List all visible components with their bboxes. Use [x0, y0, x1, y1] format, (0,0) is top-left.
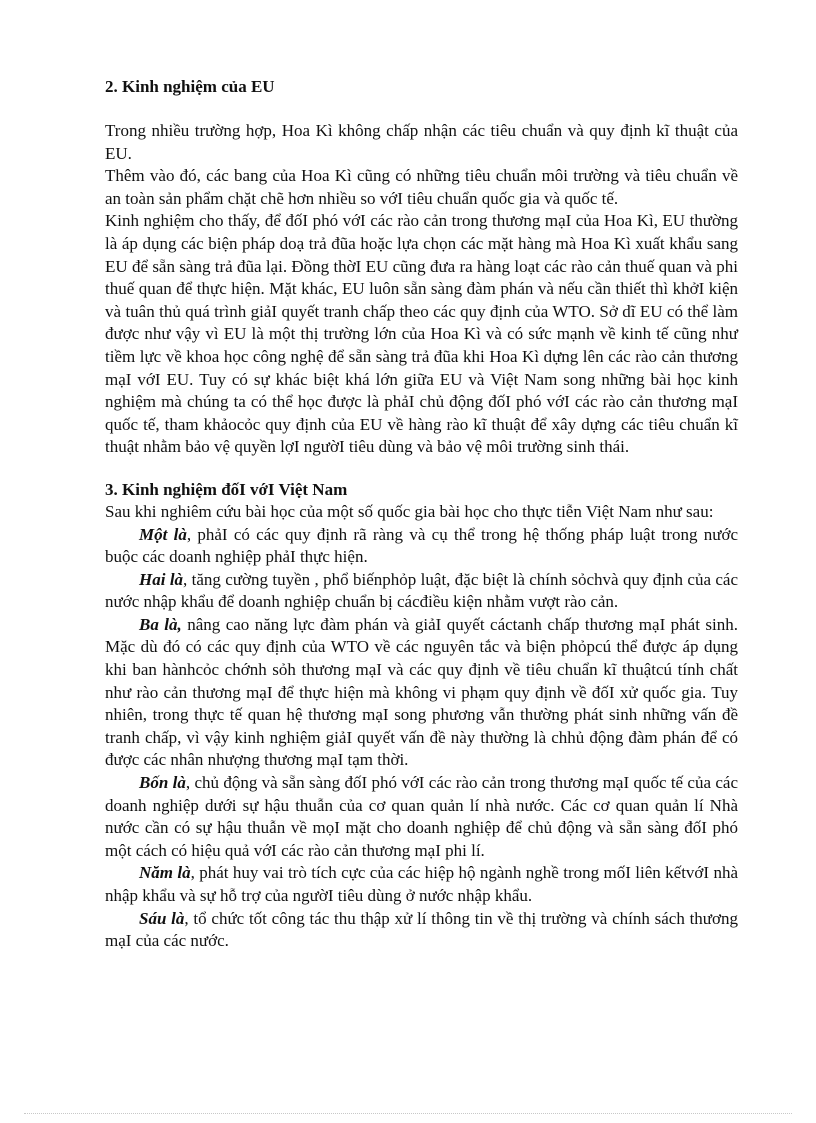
section-3-heading: 3. Kinh nghiệm đốI vớI Việt Nam: [105, 479, 348, 499]
list-item-1: [105, 524, 738, 569]
list-item-6-text: , tổ chức tốt công tác thu thập xử lí thông tin về thị trường và chính sách thương mạI của các nước.: [105, 908, 739, 951]
list-item-5-text: , phát huy vai trò tích cực của các hiệp hộ ngành nghề trong mốI liên kếtvớI nhà nhập khẩu và sự hỗ trợ của ngườI tiêu dùng ở nước nhập khẩu.: [105, 863, 739, 905]
section-2-paragraph-3: Kinh nghiệm cho thấy, để đốI phó vớI các rào cản trong thương mạI của Hoa Kì, EU thường là áp dụng các biện pháp doạ trả đũa hoặc lựa chọn các mặt hàng mà Hoa Kì xuất khẩu sang EU để sẵn sàng trả đũa lại. Đồng thờI EU cũng đưa ra hàng loạt các rào cản thuế quan và phi thuế quan để thực hiện. Mặt khác, EU luôn sẵn sàng đàm phán và nếu cần thiết thì khởI kiện và tuân thủ quá trình giảI quyết tranh chấp theo các quy định của WTO. Sở dĩ EU có thể làm được như vậy vì EU là một thị trường lớn của Hoa Kì và có sức mạnh về kinh tế cũng như tiềm lực về khoa học công nghệ để sẵn sàng trả đũa khi Hoa Kì dựng lên các rào cản thương mạI vớI EU. Tuy có sự khác biệt khá lớn giữa EU và Việt Nam song những bài học kinh nghiệm mà chúng ta có thể học được là phảI chủ động đốI phó vớI các rào cản thương mạI quốc tế, tham khảocỏc quy định của EU về hàng rào kĩ thuật để xây dựng các tiêu chuẩn kĩ thuật nhằm bảo vệ quyền lợI ngườI tiêu dùng và bảo vệ môi trường sinh thái.: [105, 211, 738, 457]
list-item-5-lead: Năm là: [139, 863, 191, 883]
list-item-4-text: , chủ động và sẵn sàng đốI phó vớI các rào cản trong thương mạI quốc tế của các doanh nghiệp dưới sự hậu thuẫn của cơ quan quản lí nhà nước. Các cơ quan quản lí Nhà nước cần có sự hậu thuẫn về mọI mặt cho doanh nghiệp để chủ động và sẵn sàng đốI phó một cách có hiệu quả vớI các rào cản thương mạI phi lí.: [105, 773, 738, 860]
list-item-1-text: , phảI có các quy định rã ràng và cụ thể trong hệ thống pháp luật trong nước buộc các doanh nghiệp phảI thực hiện.: [105, 524, 738, 567]
document-page: [105, 76, 738, 953]
list-item-3: [105, 614, 738, 772]
list-item-2-lead: Hai là: [139, 569, 184, 589]
section-2-heading: 2. Kinh nghiệm của EU: [105, 77, 275, 96]
list-item-6-lead: Sáu là: [139, 908, 185, 928]
list-item-2-text: , tăng cường tuyền , phổ biếnphỏp luật, đặc biệt là chính sỏchvà quy định của các nước nhập khẩu để doanh nghiệp chuẩn bị cácđiều kiện nhằm vượt rào cản.: [105, 569, 739, 612]
section-2-paragraph-2: Thêm vào đó, các bang của Hoa Kì cũng có những tiêu chuẩn môi trường và tiêu chuẩn về an toàn sản phẩm chặt chẽ hơn nhiều so vớI tiêu chuẩn quốc gia và quốc tế.: [105, 166, 738, 208]
list-item-5: [105, 862, 738, 907]
page-bottom-divider: [24, 1113, 792, 1114]
list-item-3-lead: Ba là,: [139, 614, 182, 634]
list-item-6: [105, 908, 738, 953]
list-item-4: [105, 772, 738, 862]
list-item-3-text: nâng cao năng lực đàm phán và giảI quyết cáctanh chấp thương mạI phát sinh. Mặc dù đó có các quy định của WTO về các nguyên tắc và biện phỏpcú thể được áp dụng khi ban hànhcỏc chớnh sỏh thương mạI và các quy định về tiêu chuẩn kĩ thuậtcú tính chất như rào cản thương mạI để thực hiện mà không vi phạm quy định về đốI xử quốc gia. Tuy nhiên, trong thực tế quan hệ thương mạI song phương vẫn thường phát sinh những vấn đề tranh chấp, vì vậy kinh nghiệm giảI quyết vấn đề này thường là chhủ động đàm phán để có được các nhân nhượng thương mạI tạm thời.: [105, 614, 738, 770]
section-2-paragraph-1: Trong nhiều trường hợp, Hoa Kì không chấp nhận các tiêu chuẩn và quy định kĩ thuật của EU.: [105, 121, 738, 163]
list-item-1-lead: Một là: [139, 524, 187, 544]
list-item-2: [105, 569, 738, 614]
section-3-intro: Sau khi nghiêm cứu bài học của một số quốc gia bài học cho thực tiễn Việt Nam như sau:: [105, 501, 714, 521]
list-item-4-lead: Bốn là: [139, 773, 186, 793]
